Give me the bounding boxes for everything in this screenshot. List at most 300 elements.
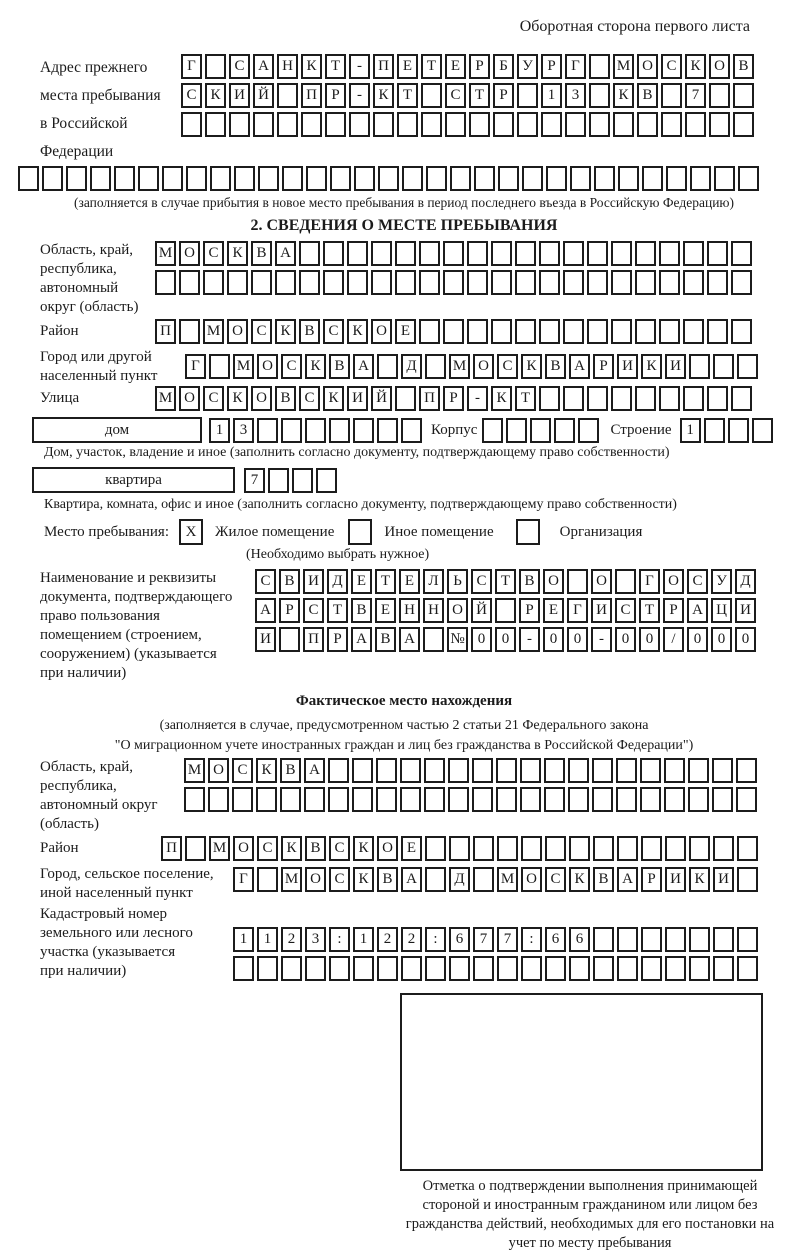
char-cell[interactable] (138, 166, 159, 191)
char-cell[interactable] (683, 270, 704, 295)
char-cell[interactable]: 1 (680, 418, 701, 443)
char-cell[interactable] (378, 166, 399, 191)
char-cell[interactable]: О (251, 386, 272, 411)
char-cell[interactable] (328, 758, 349, 783)
char-cell[interactable] (520, 787, 541, 812)
char-cell[interactable]: О (709, 54, 730, 79)
char-cell[interactable] (473, 956, 494, 981)
char-cell[interactable] (469, 112, 490, 137)
char-cell[interactable] (659, 319, 680, 344)
char-cell[interactable] (728, 418, 749, 443)
char-cell[interactable] (402, 166, 423, 191)
char-cell[interactable] (506, 418, 527, 443)
char-cell[interactable] (570, 166, 591, 191)
char-cell[interactable]: № (447, 627, 468, 652)
char-cell[interactable]: И (665, 354, 686, 379)
char-cell[interactable] (707, 270, 728, 295)
char-cell[interactable]: В (280, 758, 301, 783)
char-cell[interactable]: С (232, 758, 253, 783)
char-cell[interactable]: А (253, 54, 274, 79)
char-cell[interactable]: М (613, 54, 634, 79)
char-cell[interactable] (419, 241, 440, 266)
char-cell[interactable]: Т (375, 569, 396, 594)
char-cell[interactable] (689, 836, 710, 861)
char-cell[interactable]: А (569, 354, 590, 379)
char-cell[interactable]: 3 (565, 83, 586, 108)
char-cell[interactable]: Ц (711, 598, 732, 623)
char-cell[interactable]: Д (401, 354, 422, 379)
char-cell[interactable]: Е (395, 319, 416, 344)
char-cell[interactable] (179, 319, 200, 344)
char-cell[interactable] (661, 83, 682, 108)
char-cell[interactable] (707, 319, 728, 344)
char-cell[interactable]: Н (423, 598, 444, 623)
char-cell[interactable]: У (711, 569, 732, 594)
char-cell[interactable]: М (497, 867, 518, 892)
char-cell[interactable] (714, 166, 735, 191)
char-cell[interactable] (443, 270, 464, 295)
char-cell[interactable] (185, 836, 206, 861)
char-cell[interactable]: Б (493, 54, 514, 79)
char-cell[interactable] (592, 787, 613, 812)
char-cell[interactable] (347, 241, 368, 266)
char-cell[interactable] (181, 112, 202, 137)
char-cell[interactable] (616, 787, 637, 812)
char-cell[interactable]: Е (375, 598, 396, 623)
char-cell[interactable] (709, 83, 730, 108)
char-cell[interactable]: 0 (471, 627, 492, 652)
char-cell[interactable] (515, 241, 536, 266)
char-cell[interactable] (232, 787, 253, 812)
char-cell[interactable]: Е (351, 569, 372, 594)
char-cell[interactable]: В (637, 83, 658, 108)
char-cell[interactable] (592, 758, 613, 783)
char-cell[interactable]: Р (541, 54, 562, 79)
char-cell[interactable] (395, 241, 416, 266)
char-cell[interactable] (733, 83, 754, 108)
char-cell[interactable]: К (227, 386, 248, 411)
char-cell[interactable] (731, 386, 752, 411)
char-cell[interactable]: Л (423, 569, 444, 594)
char-cell[interactable]: С (203, 241, 224, 266)
char-cell[interactable] (713, 836, 734, 861)
char-cell[interactable]: 0 (615, 627, 636, 652)
char-cell[interactable]: С (181, 83, 202, 108)
char-cell[interactable] (251, 270, 272, 295)
char-cell[interactable]: С (257, 836, 278, 861)
char-cell[interactable] (229, 112, 250, 137)
char-cell[interactable] (635, 319, 656, 344)
char-cell[interactable] (587, 386, 608, 411)
char-cell[interactable]: Г (639, 569, 660, 594)
char-cell[interactable] (731, 241, 752, 266)
char-cell[interactable]: 7 (244, 468, 265, 493)
char-cell[interactable]: С (661, 54, 682, 79)
char-cell[interactable] (306, 166, 327, 191)
char-cell[interactable] (330, 166, 351, 191)
char-cell[interactable] (712, 787, 733, 812)
char-cell[interactable] (400, 787, 421, 812)
char-cell[interactable] (640, 758, 661, 783)
char-cell[interactable]: Г (181, 54, 202, 79)
char-cell[interactable] (611, 270, 632, 295)
char-cell[interactable] (665, 927, 686, 952)
char-cell[interactable] (611, 319, 632, 344)
char-cell[interactable] (520, 758, 541, 783)
char-cell[interactable] (554, 418, 575, 443)
char-cell[interactable]: П (303, 627, 324, 652)
char-cell[interactable] (328, 787, 349, 812)
char-cell[interactable] (731, 319, 752, 344)
char-cell[interactable] (377, 418, 398, 443)
char-cell[interactable] (377, 956, 398, 981)
char-cell[interactable]: К (569, 867, 590, 892)
char-cell[interactable]: О (227, 319, 248, 344)
char-cell[interactable] (280, 787, 301, 812)
char-cell[interactable]: К (689, 867, 710, 892)
char-cell[interactable]: Р (663, 598, 684, 623)
char-cell[interactable]: : (425, 927, 446, 952)
char-cell[interactable]: П (161, 836, 182, 861)
char-cell[interactable]: К (205, 83, 226, 108)
char-cell[interactable]: М (155, 241, 176, 266)
char-cell[interactable] (258, 166, 279, 191)
char-cell[interactable] (563, 319, 584, 344)
char-cell[interactable]: - (349, 54, 370, 79)
char-cell[interactable] (567, 569, 588, 594)
char-cell[interactable]: К (323, 386, 344, 411)
char-cell[interactable] (589, 112, 610, 137)
char-cell[interactable]: Д (735, 569, 756, 594)
char-cell[interactable]: А (353, 354, 374, 379)
char-cell[interactable]: К (281, 836, 302, 861)
char-cell[interactable]: Г (567, 598, 588, 623)
char-cell[interactable] (635, 386, 656, 411)
char-cell[interactable]: С (281, 354, 302, 379)
char-cell[interactable]: Т (397, 83, 418, 108)
char-cell[interactable]: Т (327, 598, 348, 623)
char-cell[interactable]: С (497, 354, 518, 379)
char-cell[interactable] (401, 956, 422, 981)
char-cell[interactable]: К (491, 386, 512, 411)
char-cell[interactable]: К (347, 319, 368, 344)
char-cell[interactable] (472, 787, 493, 812)
char-cell[interactable] (305, 418, 326, 443)
char-cell[interactable] (517, 83, 538, 108)
char-cell[interactable] (419, 270, 440, 295)
char-cell[interactable] (424, 787, 445, 812)
char-cell[interactable]: Е (445, 54, 466, 79)
char-cell[interactable]: Е (399, 569, 420, 594)
char-cell[interactable] (18, 166, 39, 191)
char-cell[interactable]: М (155, 386, 176, 411)
char-cell[interactable] (373, 112, 394, 137)
char-cell[interactable]: Г (565, 54, 586, 79)
char-cell[interactable] (593, 836, 614, 861)
char-cell[interactable] (659, 386, 680, 411)
char-cell[interactable] (515, 319, 536, 344)
char-cell[interactable] (493, 112, 514, 137)
char-cell[interactable] (683, 386, 704, 411)
char-cell[interactable]: О (233, 836, 254, 861)
char-cell[interactable] (713, 956, 734, 981)
char-cell[interactable] (541, 112, 562, 137)
char-cell[interactable] (545, 836, 566, 861)
char-cell[interactable] (737, 867, 758, 892)
char-cell[interactable]: Т (421, 54, 442, 79)
char-cell[interactable] (568, 758, 589, 783)
char-cell[interactable]: В (377, 867, 398, 892)
char-cell[interactable]: С (445, 83, 466, 108)
char-cell[interactable] (329, 418, 350, 443)
char-cell[interactable] (371, 270, 392, 295)
char-cell[interactable]: С (229, 54, 250, 79)
char-cell[interactable] (257, 867, 278, 892)
char-cell[interactable] (611, 241, 632, 266)
char-cell[interactable]: С (303, 598, 324, 623)
char-cell[interactable]: Р (593, 354, 614, 379)
char-cell[interactable] (233, 956, 254, 981)
char-cell[interactable] (496, 787, 517, 812)
char-cell[interactable]: 6 (449, 927, 470, 952)
char-cell[interactable]: 0 (639, 627, 660, 652)
char-cell[interactable] (544, 787, 565, 812)
char-cell[interactable] (450, 166, 471, 191)
char-cell[interactable] (613, 112, 634, 137)
char-cell[interactable] (594, 166, 615, 191)
char-cell[interactable]: С (255, 569, 276, 594)
char-cell[interactable] (544, 758, 565, 783)
char-cell[interactable]: Г (233, 867, 254, 892)
char-cell[interactable]: О (473, 354, 494, 379)
char-cell[interactable]: 3 (233, 418, 254, 443)
char-cell[interactable] (491, 270, 512, 295)
char-cell[interactable]: В (351, 598, 372, 623)
char-cell[interactable] (256, 787, 277, 812)
char-cell[interactable] (491, 319, 512, 344)
char-cell[interactable] (114, 166, 135, 191)
char-cell[interactable]: 1 (541, 83, 562, 108)
char-cell[interactable]: К (641, 354, 662, 379)
char-cell[interactable] (539, 386, 560, 411)
char-cell[interactable]: П (301, 83, 322, 108)
char-cell[interactable]: А (399, 627, 420, 652)
char-cell[interactable] (498, 166, 519, 191)
char-cell[interactable] (587, 241, 608, 266)
char-cell[interactable] (618, 166, 639, 191)
char-cell[interactable]: Р (279, 598, 300, 623)
char-cell[interactable]: Р (469, 54, 490, 79)
char-cell[interactable] (565, 112, 586, 137)
char-cell[interactable] (208, 787, 229, 812)
char-cell[interactable]: 3 (305, 927, 326, 952)
char-cell[interactable] (376, 787, 397, 812)
char-cell[interactable] (733, 112, 754, 137)
char-cell[interactable] (292, 468, 313, 493)
char-cell[interactable] (323, 270, 344, 295)
char-cell[interactable]: 7 (497, 927, 518, 952)
char-cell[interactable] (209, 354, 230, 379)
char-cell[interactable] (738, 166, 759, 191)
char-cell[interactable]: О (179, 241, 200, 266)
char-cell[interactable]: В (329, 354, 350, 379)
char-cell[interactable] (685, 112, 706, 137)
char-cell[interactable]: С (687, 569, 708, 594)
char-cell[interactable] (299, 241, 320, 266)
char-cell[interactable] (227, 270, 248, 295)
char-cell[interactable] (736, 758, 757, 783)
char-cell[interactable] (713, 927, 734, 952)
char-cell[interactable] (495, 598, 516, 623)
char-cell[interactable]: О (305, 867, 326, 892)
char-cell[interactable]: 0 (687, 627, 708, 652)
char-cell[interactable] (569, 836, 590, 861)
char-cell[interactable] (301, 112, 322, 137)
char-cell[interactable]: И (347, 386, 368, 411)
char-cell[interactable] (395, 270, 416, 295)
char-cell[interactable] (617, 836, 638, 861)
char-cell[interactable]: С (329, 867, 350, 892)
char-cell[interactable] (521, 836, 542, 861)
char-cell[interactable]: Й (253, 83, 274, 108)
char-cell[interactable] (712, 758, 733, 783)
char-cell[interactable] (449, 956, 470, 981)
char-cell[interactable] (186, 166, 207, 191)
char-cell[interactable]: П (419, 386, 440, 411)
char-cell[interactable]: Д (449, 867, 470, 892)
char-cell[interactable] (664, 787, 685, 812)
char-cell[interactable]: А (687, 598, 708, 623)
char-cell[interactable] (419, 319, 440, 344)
char-cell[interactable]: М (233, 354, 254, 379)
char-cell[interactable] (515, 270, 536, 295)
char-cell[interactable] (737, 956, 758, 981)
char-cell[interactable]: 6 (545, 927, 566, 952)
char-cell[interactable]: В (275, 386, 296, 411)
char-cell[interactable] (497, 956, 518, 981)
char-cell[interactable]: В (593, 867, 614, 892)
char-cell[interactable] (635, 241, 656, 266)
char-cell[interactable] (42, 166, 63, 191)
char-cell[interactable]: 1 (209, 418, 230, 443)
char-cell[interactable]: - (467, 386, 488, 411)
char-cell[interactable] (281, 418, 302, 443)
char-cell[interactable] (752, 418, 773, 443)
char-cell[interactable]: К (521, 354, 542, 379)
char-cell[interactable]: К (685, 54, 706, 79)
char-cell[interactable] (546, 166, 567, 191)
char-cell[interactable] (467, 319, 488, 344)
char-cell[interactable] (354, 166, 375, 191)
char-cell[interactable]: С (323, 319, 344, 344)
char-cell[interactable] (449, 836, 470, 861)
char-cell[interactable] (593, 956, 614, 981)
char-cell[interactable]: В (519, 569, 540, 594)
char-cell[interactable] (496, 758, 517, 783)
char-cell[interactable] (90, 166, 111, 191)
char-cell[interactable]: И (617, 354, 638, 379)
char-cell[interactable]: О (377, 836, 398, 861)
char-cell[interactable]: Н (399, 598, 420, 623)
char-cell[interactable] (323, 241, 344, 266)
char-cell[interactable] (352, 758, 373, 783)
char-cell[interactable]: 0 (543, 627, 564, 652)
char-cell[interactable]: О (179, 386, 200, 411)
char-cell[interactable] (683, 241, 704, 266)
char-cell[interactable] (305, 956, 326, 981)
char-cell[interactable]: И (303, 569, 324, 594)
char-cell[interactable] (661, 112, 682, 137)
char-cell[interactable] (66, 166, 87, 191)
char-cell[interactable]: Е (397, 54, 418, 79)
char-cell[interactable]: Р (641, 867, 662, 892)
char-cell[interactable]: К (275, 319, 296, 344)
char-cell[interactable] (497, 836, 518, 861)
char-cell[interactable] (162, 166, 183, 191)
char-cell[interactable]: С (329, 836, 350, 861)
char-cell[interactable]: : (329, 927, 350, 952)
char-cell[interactable] (659, 270, 680, 295)
char-cell[interactable] (425, 836, 446, 861)
char-cell[interactable]: 7 (473, 927, 494, 952)
char-cell[interactable] (155, 270, 176, 295)
char-cell[interactable]: В (279, 569, 300, 594)
char-cell[interactable] (617, 927, 638, 952)
char-cell[interactable] (521, 956, 542, 981)
char-cell[interactable]: 1 (353, 927, 374, 952)
char-cell[interactable]: М (449, 354, 470, 379)
char-cell[interactable] (637, 112, 658, 137)
char-cell[interactable] (713, 354, 734, 379)
char-cell[interactable]: - (519, 627, 540, 652)
char-cell[interactable]: О (208, 758, 229, 783)
char-cell[interactable] (587, 319, 608, 344)
char-cell[interactable]: И (255, 627, 276, 652)
char-cell[interactable] (616, 758, 637, 783)
char-cell[interactable] (443, 241, 464, 266)
char-cell[interactable]: С (615, 598, 636, 623)
char-cell[interactable] (257, 418, 278, 443)
char-cell[interactable]: О (447, 598, 468, 623)
char-cell[interactable] (707, 386, 728, 411)
char-cell[interactable] (683, 319, 704, 344)
char-cell[interactable] (473, 867, 494, 892)
char-cell[interactable] (426, 166, 447, 191)
char-cell[interactable]: К (227, 241, 248, 266)
char-cell[interactable] (593, 927, 614, 952)
char-cell[interactable]: Р (493, 83, 514, 108)
char-cell[interactable]: А (304, 758, 325, 783)
char-cell[interactable] (277, 83, 298, 108)
char-cell[interactable]: Е (401, 836, 422, 861)
char-cell[interactable] (569, 956, 590, 981)
char-cell[interactable]: В (375, 627, 396, 652)
char-cell[interactable]: К (256, 758, 277, 783)
char-cell[interactable]: М (203, 319, 224, 344)
char-cell[interactable] (424, 758, 445, 783)
char-cell[interactable] (425, 956, 446, 981)
char-cell[interactable]: 1 (233, 927, 254, 952)
char-cell[interactable]: Ь (447, 569, 468, 594)
char-cell[interactable] (423, 627, 444, 652)
char-cell[interactable] (281, 956, 302, 981)
char-cell[interactable]: К (305, 354, 326, 379)
char-cell[interactable]: К (373, 83, 394, 108)
char-cell[interactable]: / (663, 627, 684, 652)
char-cell[interactable] (665, 836, 686, 861)
char-cell[interactable]: 2 (377, 927, 398, 952)
char-cell[interactable]: С (251, 319, 272, 344)
